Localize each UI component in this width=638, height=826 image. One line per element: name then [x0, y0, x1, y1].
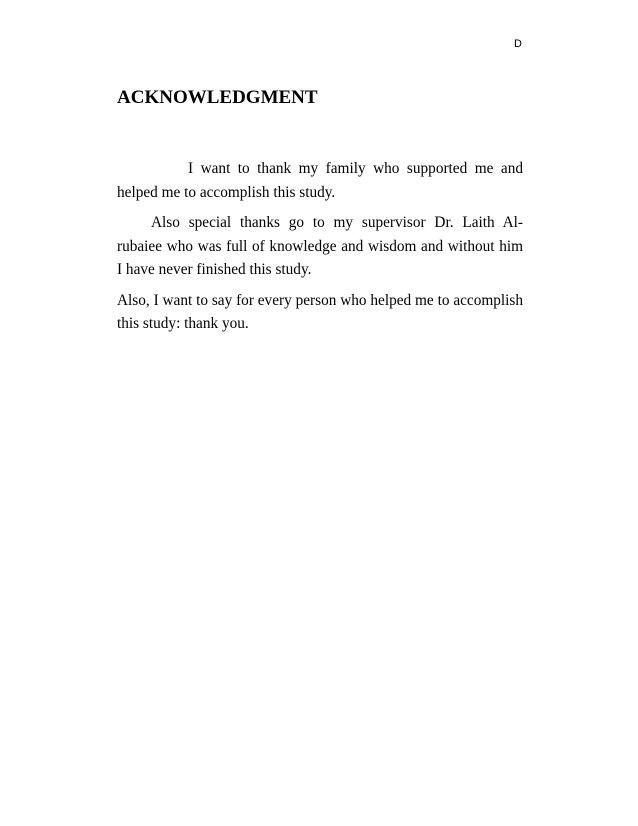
- paragraph-supervisor: Also special thanks go to my supervisor Dr. Laith Al-rubaiee who was full of knowledge and wisdom and without him I have never finished this study.: [117, 214, 523, 278]
- acknowledgment-body: [117, 157, 523, 343]
- paragraph-thanks: Also, I want to say for every person who helped me to accomplish this study: thank you.: [117, 291, 523, 332]
- page-title: ACKNOWLEDGMENT: [117, 87, 318, 108]
- page-marker: D: [514, 38, 522, 50]
- paragraph-family: I want to thank my family who supported me and helped me to accomplish this study.: [117, 160, 523, 201]
